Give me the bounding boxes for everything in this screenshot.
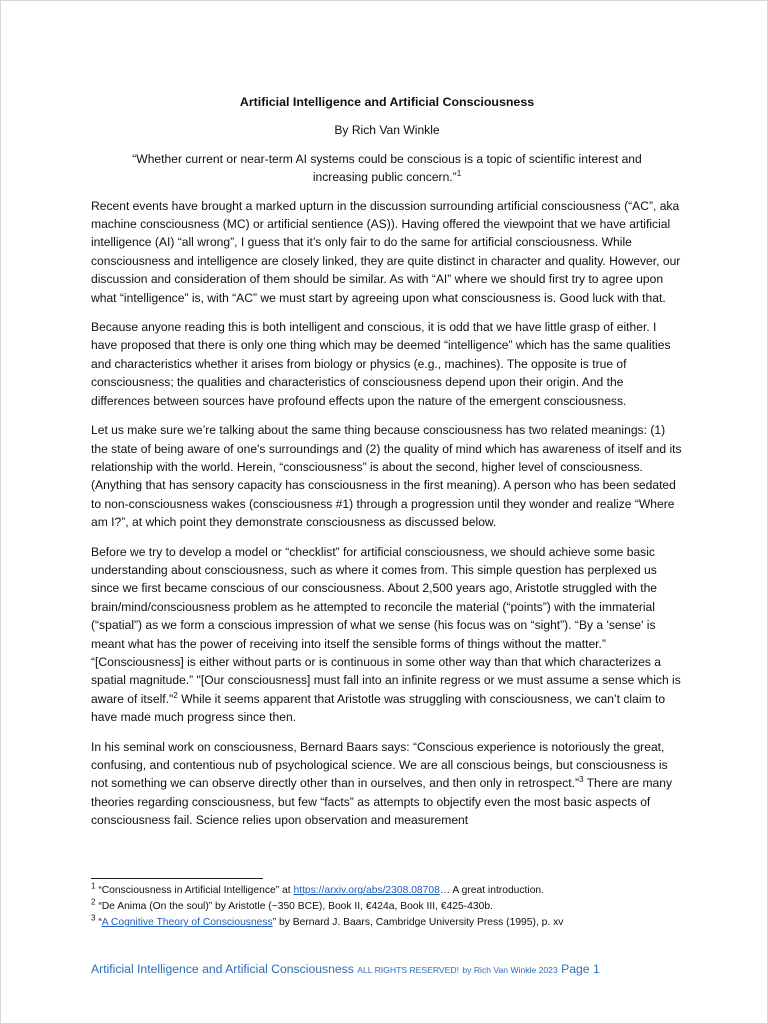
footnotes <box>91 883 691 931</box>
epigraph-text: “Whether current or near-term AI systems could be conscious is a topic of scientific interest and increasing public concern.” <box>132 151 642 185</box>
footnote-1 <box>91 883 691 899</box>
paragraph-4-text-b: While it seems apparent that Aristotle was struggling with consciousness, we can’t claim to have made much progress since then. <box>91 691 666 725</box>
paragraph-5-text-a: In his seminal work on consciousness, Bernard Baars says: “Conscious experience is notoriously the great, confusing, and contentious nub of psychological science. We are all conscious beings, but consciousness is not something we can observe directly other than in ourselves, and then only in retrospect.” <box>91 739 668 791</box>
paragraph-1: Recent events have brought a marked upturn in the discussion surrounding artificial consciousness (“AC”, aka machine consciousness (MC) or artificial sentience (AS)). Having offered the viewpoint that we have artificial intelligence (AI) “all wrong”, I guess that it’s only fair to do the same for artificial consciousness. While consciousness and intelligence are closely linked, they are quite distinct in character and quality. However, our discussion and consideration of them should be similar. As with “AI” where we should first try to agree upon what “intelligence” is, with “AC” we must start by agreeing upon what consciousness is. Good luck with that. <box>91 198 681 305</box>
footnote-number: 2 <box>91 897 96 907</box>
footnote-ref-3[interactable]: 3 <box>579 775 584 785</box>
footnote-text: “Consciousness in Artificial Intelligence” at <box>95 885 294 896</box>
footnote-text: “ <box>95 917 102 928</box>
footnote-text: … A great introduction. <box>439 885 545 896</box>
footnote-text: “De Anima (On the soul)” by Aristotle (~350 BCE), Book II, €424a, Book III, €425-430b. <box>95 901 493 912</box>
page-footer <box>91 962 691 976</box>
footnote-number: 1 <box>91 881 96 891</box>
epigraph <box>109 150 665 187</box>
paragraph-3: Let us make sure we’re talking about the same thing because consciousness has two related meanings: (1) the state of being aware of one's surroundings and (2) the quality of mind which has awareness of itself and its relationship with the world. Herein, “consciousness” is about the second, higher level of consciousness. (Anything that has sensory capacity has consciousness in the first meaning). A person who has been sedated to non-consciousness wakes (consciousness #1) through a progression until they wonder and realize “Where am I?”, at which point they demonstrate consciousness as discussed below. <box>91 423 682 530</box>
footnote-ref-1[interactable]: 1 <box>456 169 462 179</box>
footnote-divider <box>91 878 263 879</box>
footnote-text: ” by Bernard J. Baars, Cambridge University Press (1995), p. xv <box>272 917 564 928</box>
footnote-ref-2[interactable]: 2 <box>173 690 178 700</box>
document-title: Artificial Intelligence and Artificial Consciousness <box>239 95 535 109</box>
footer-rights: ALL RIGHTS RESERVED! <box>357 965 459 975</box>
footer-byline: by Rich Van Winkle 2023 <box>462 965 558 975</box>
paragraph-4 <box>91 543 683 727</box>
footnote-3 <box>91 915 691 931</box>
footnote-number: 3 <box>91 913 96 923</box>
page-body <box>91 93 683 841</box>
arxiv-link[interactable]: https://arxiv.org/abs/2308.08708 <box>293 885 440 896</box>
paragraph-5 <box>91 738 683 830</box>
book-link[interactable]: A Cognitive Theory of Consciousness <box>101 917 273 928</box>
document-author: By Rich Van Winkle <box>334 123 440 138</box>
footer-title: Artificial Intelligence and Artificial Consciousness <box>91 962 354 976</box>
footnote-2 <box>91 899 691 915</box>
footer-page-number: Page 1 <box>561 962 600 976</box>
paragraph-4-text-a: Before we try to develop a model or “checklist” for artificial consciousness, we should achieve some basic understanding about consciousness, such as where it comes from. This simple question has perplexed us since we first became conscious of our consciousness. About 2,500 years ago, Aristotle struggled with the brain/mind/consciousness problem as he attempted to reconcile the material (“points”) with the immaterial (“spatial”) as we form a conscious impression of what we sense (his focus was on “sight”). “By a 'sense' is meant what has the power of receiving into itself the sensible forms of things without the matter.” “[Consciousness] is either without parts or is continuous in some other way than that which characterizes a spatial magnitude.” "[Our consciousness] must fall into an infinite regress or we must assume a sense which is aware of itself." <box>91 544 681 706</box>
paragraph-5-text-b: There are many theories regarding consciousness, but few “facts” as attempts to objectify even the most basic aspects of consciousness fail. Science relies upon observation and measurement <box>91 776 673 828</box>
paragraph-2: Because anyone reading this is both intelligent and conscious, it is odd that we have little grasp of either. I have proposed that there is only one thing which may be deemed “intelligence” which has the same qualities and characteristics whether it arises from biology or physics (e.g., machines). The opposite is true of consciousness; the qualities and characteristics of consciousness depend upon their origin. And the differences between sources have profound effects upon the nature of the emergent consciousness. <box>91 320 671 408</box>
